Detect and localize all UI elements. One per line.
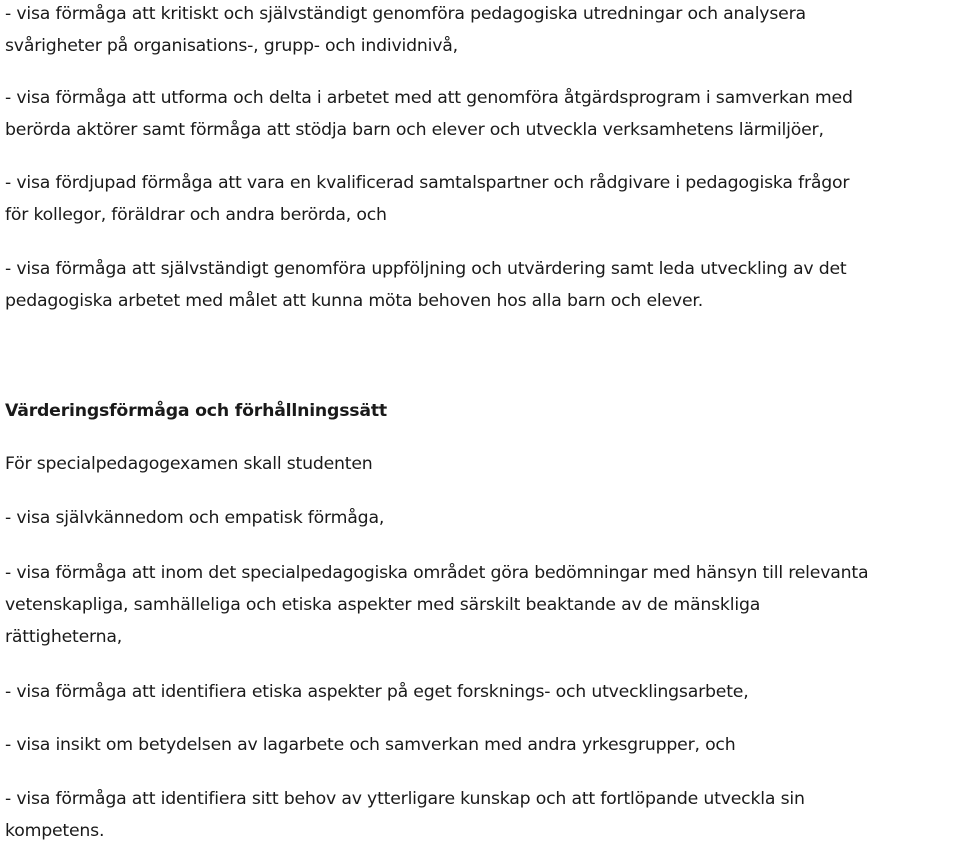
text-line: - visa fördjupad förmåga att vara en kvalificerad samtalspartner och rådgivare i pedagogiska frågor [5, 173, 850, 193]
list-item-continuation: vetenskapliga, samhälleliga och etiska aspekter med särskilt beaktande av de mänskliga [5, 595, 761, 615]
section-heading: Värderingsförmåga och förhållningssätt [5, 401, 387, 421]
list-item: - visa förmåga att identifiera sitt behov av ytterligare kunskap och att fortlöpande utveckla sin [5, 789, 805, 809]
text-line: - visa förmåga att utforma och delta i arbetet med att genomföra åtgärdsprogram i samverkan med [5, 88, 853, 108]
list-item: - visa självkännedom och empatisk förmåga, [5, 508, 385, 528]
text-line: - visa förmåga att kritiskt och självständigt genomföra pedagogiska utredningar och analysera [5, 4, 806, 24]
text-line: berörda aktörer samt förmåga att stödja barn och elever och utveckla verksamhetens lärmiljöer, [5, 120, 824, 140]
list-item: - visa insikt om betydelsen av lagarbete och samverkan med andra yrkesgrupper, och [5, 735, 736, 755]
text-line: - visa förmåga att självständigt genomföra uppföljning och utvärdering samt leda utveckling av det [5, 259, 847, 279]
list-item-continuation: kompetens. [5, 821, 105, 841]
text-line: pedagogiska arbetet med målet att kunna möta behoven hos alla barn och elever. [5, 291, 704, 311]
text-line: svårigheter på organisations-, grupp- och individnivå, [5, 36, 458, 56]
list-item-continuation: rättigheterna, [5, 627, 123, 647]
section-intro: För specialpedagogexamen skall studenten [5, 454, 373, 474]
text-line: för kollegor, föräldrar och andra berörda, och [5, 205, 387, 225]
list-item: - visa förmåga att identifiera etiska aspekter på eget forsknings- och utvecklingsarbete, [5, 682, 749, 702]
list-item: - visa förmåga att inom det specialpedagogiska området göra bedömningar med hänsyn till relevanta [5, 563, 869, 583]
